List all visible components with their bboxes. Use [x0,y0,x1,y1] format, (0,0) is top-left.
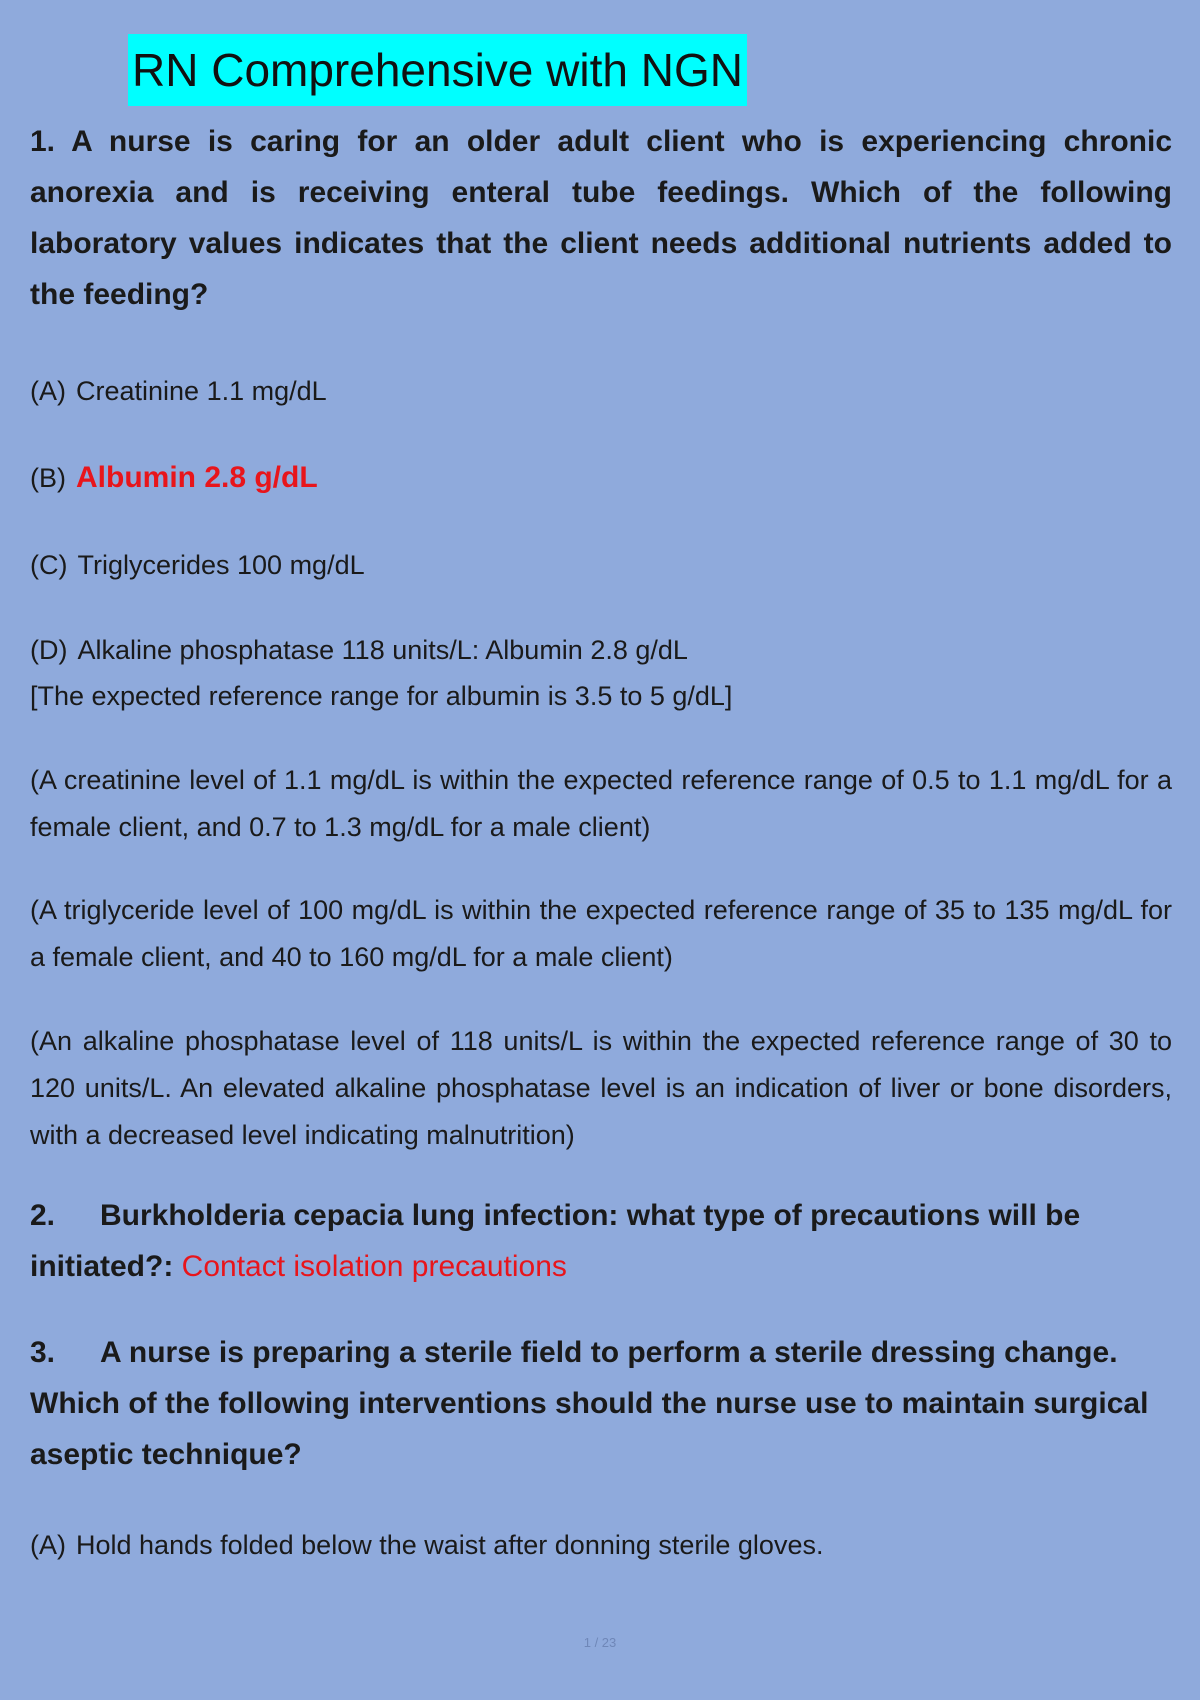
rationale-alkaline-phosphatase [30,1018,1172,1159]
rationale-text: (A triglyceride level of 100 mg/dL is within the expected reference range of 35 to 135 mg/dL for a female client, and 40 to 160 mg/dL for a male client) [30,895,1172,972]
correct-answer-text: Contact isolation precautions [181,1250,567,1283]
question-1-option-b [30,455,1172,501]
option-text: Alkaline phosphatase 118 units/L: Albumin 2.8 g/dL [77,635,688,665]
rationale-text: (A creatinine level of 1.1 mg/dL is within the expected reference range of 0.5 to 1.1 mg/dL for a female client, and 0.7 to 1.3 mg/dL for a male client) [30,765,1172,842]
option-letter: (B) [30,463,66,493]
option-letter: (D) [30,635,68,665]
option-letter: (A) [30,1530,66,1560]
question-3-option-a [30,1522,1172,1568]
option-text: Creatinine 1.1 mg/dL [76,376,327,406]
question-1 [30,116,1172,320]
question-2-text: Burkholderia cepacia lung infection: what type of precautions will be initiated?: [30,1199,1081,1283]
question-3 [30,1327,1172,1480]
page-indicator: 1 / 23 [583,1635,617,1650]
option-text: Hold hands folded below the waist after donning sterile gloves. [76,1530,824,1560]
document-title: RN Comprehensive with NGN [128,34,747,106]
reference-note: [The expected reference range for albumin is 3.5 to 5 g/dL] [30,681,733,711]
question-2 [30,1190,1172,1292]
rationale-text: (An alkaline phosphatase level of 118 units/L is within the expected reference range of 30 to 120 units/L. An elevated alkaline phosphatase level is an indication of liver or bone disorders, with a decreased level indicating malnutrition) [30,1026,1172,1150]
question-1-text: 1. A nurse is caring for an older adult client who is experiencing chronic anorexia and is receiving enteral tube feedings. Which of the following laboratory values indicates that the client needs additional nutrients added to the feeding? [30,125,1172,311]
question-1-option-d [30,627,1172,719]
question-number: 3. [30,1336,56,1369]
question-number: 2. [30,1199,56,1232]
option-letter: (C) [30,550,68,580]
correct-answer-text: Albumin 2.8 g/dL [76,461,318,494]
question-1-option-a [30,368,1172,414]
option-text: Triglycerides 100 mg/dL [77,550,365,580]
question-3-text: A nurse is preparing a sterile field to perform a sterile dressing change. Which of the following interventions should the nurse use to maintain surgical aseptic technique? [30,1336,1149,1471]
rationale-triglyceride [30,887,1172,981]
question-1-option-c [30,542,1172,588]
rationale-creatinine [30,757,1172,851]
option-letter: (A) [30,376,66,406]
